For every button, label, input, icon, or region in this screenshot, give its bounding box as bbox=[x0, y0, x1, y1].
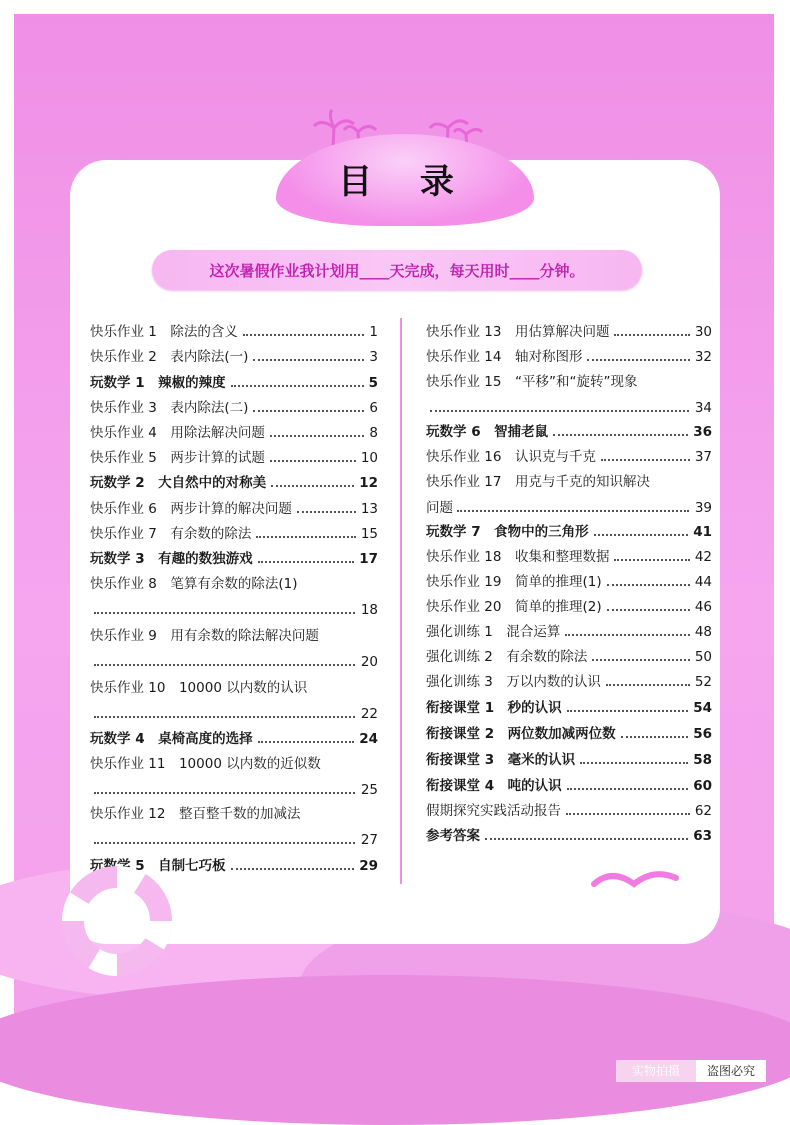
toc-entry: 玩数学 1 辣椒的辣度 5 bbox=[90, 375, 378, 391]
toc-entry: 快乐作业 10 10000 以内数的认识 22 bbox=[90, 680, 378, 722]
page-title: 目 录 bbox=[338, 162, 472, 202]
toc-entry: 强化训练 1 混合运算 48 bbox=[426, 624, 712, 640]
toc-entry: 快乐作业 18 收集和整理数据 42 bbox=[426, 549, 712, 565]
toc-entry: 快乐作业 3 表内除法(二) 6 bbox=[90, 400, 378, 416]
toc-entry: 强化训练 2 有余数的除法 50 bbox=[426, 649, 712, 665]
toc-entry: 参考答案 63 bbox=[426, 828, 712, 844]
toc-entry: 快乐作业 20 简单的推理(2) 46 bbox=[426, 599, 712, 615]
toc-entry: 快乐作业 12 整百整千数的加减法 27 bbox=[90, 806, 378, 848]
toc-entry: 快乐作业 6 两步计算的解决问题 13 bbox=[90, 501, 378, 517]
toc-entry: 快乐作业 7 有余数的除法 15 bbox=[90, 526, 378, 542]
toc-entry: 快乐作业 9 用有余数的除法解决问题 20 bbox=[90, 628, 378, 670]
toc-entry: 快乐作业 14 轴对称图形 32 bbox=[426, 349, 712, 365]
plan-banner-text: 这次暑假作业我计划用____天完成，每天用时____分钟。 bbox=[209, 262, 585, 280]
toc-entry: 衔接课堂 3 毫米的认识 58 bbox=[426, 752, 712, 768]
stamp-right-text: 盗图必究 bbox=[696, 1060, 766, 1082]
toc-entry: 快乐作业 2 表内除法(一) 3 bbox=[90, 349, 378, 365]
toc-entry: 快乐作业 17 用克与千克的知识解决 问题 39 bbox=[426, 474, 712, 516]
toc-entry: 玩数学 7 食物中的三角形 41 bbox=[426, 524, 712, 540]
toc-entry: 衔接课堂 4 吨的认识 60 bbox=[426, 778, 712, 794]
toc-entry: 强化训练 3 万以内数的认识 52 bbox=[426, 674, 712, 690]
toc-entry: 衔接课堂 1 秒的认识 54 bbox=[426, 700, 712, 716]
stamp-left-text: 实物拍摄 bbox=[616, 1060, 696, 1082]
toc-entry: 快乐作业 8 笔算有余数的除法(1) 18 bbox=[90, 576, 378, 618]
plan-banner bbox=[152, 250, 642, 290]
toc-entry: 衔接课堂 2 两位数加减两位数 56 bbox=[426, 726, 712, 742]
toc-entry: 快乐作业 16 认识克与千克 37 bbox=[426, 449, 712, 465]
toc-entry: 玩数学 2 大自然中的对称美 12 bbox=[90, 475, 378, 491]
toc-entry: 快乐作业 15 “平移”和“旋转”现象 34 bbox=[426, 374, 712, 416]
life-ring-icon bbox=[62, 866, 172, 976]
column-divider bbox=[400, 318, 402, 884]
decorative-wave bbox=[0, 975, 790, 1125]
toc-entry: 假期探究实践活动报告 62 bbox=[426, 803, 712, 819]
toc-entry: 快乐作业 5 两步计算的试题 10 bbox=[90, 450, 378, 466]
toc-entry: 玩数学 6 智捕老鼠 36 bbox=[426, 424, 712, 440]
toc-entry: 快乐作业 4 用除法解决问题 8 bbox=[90, 425, 378, 441]
toc-entry: 玩数学 4 桌椅高度的选择 24 bbox=[90, 731, 378, 747]
toc-entry: 玩数学 3 有趣的数独游戏 17 bbox=[90, 551, 378, 567]
seagull-icon bbox=[590, 862, 680, 898]
toc-entry: 快乐作业 13 用估算解决问题 30 bbox=[426, 324, 712, 340]
toc-entry: 快乐作业 19 简单的推理(1) 44 bbox=[426, 574, 712, 590]
watermark-stamp bbox=[616, 1060, 766, 1082]
toc-entry: 玩数学 5 自制七巧板 29 bbox=[90, 858, 378, 874]
toc-entry: 快乐作业 11 10000 以内数的近似数 25 bbox=[90, 756, 378, 798]
toc-entry: 快乐作业 1 除法的含义 1 bbox=[90, 324, 378, 340]
